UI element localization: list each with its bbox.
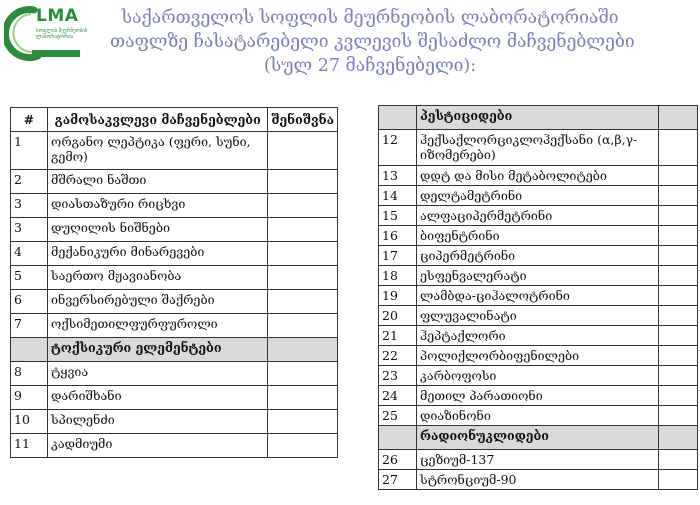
- table-row: [379, 246, 698, 266]
- table-row: [11, 266, 338, 290]
- row-indicator: ფლუვალინატი: [417, 306, 659, 326]
- title-line-2: თაფლზე ჩასატარებელი კვლევის შესაძლო მაჩვენებლები: [110, 32, 635, 52]
- logo-bar: [32, 50, 80, 57]
- row-indicator: ბიფენტრინი: [417, 226, 659, 246]
- row-number: 8: [11, 362, 48, 386]
- row-indicator: კარბოფოსი: [417, 366, 659, 386]
- row-number: 13: [379, 166, 417, 186]
- row-indicator: ინვერსირებული შაქრები: [48, 290, 268, 314]
- row-number: 14: [379, 186, 417, 206]
- row-number: 16: [379, 226, 417, 246]
- row-indicator: ოქსიმეთილფურფუროლი: [48, 314, 268, 338]
- row-number: 1: [11, 132, 48, 170]
- title-line-1: საქართველოს სოფლის მეურნეობის ლაბორატორიაში: [121, 8, 619, 28]
- row-note: [659, 326, 698, 346]
- row-number: 11: [11, 434, 48, 458]
- row-indicator: მექანიკური მინარევები: [48, 242, 268, 266]
- table-row: [379, 366, 698, 386]
- table-row: [379, 226, 698, 246]
- table-row: [11, 290, 338, 314]
- row-note: [268, 434, 338, 458]
- table-row: [11, 314, 338, 338]
- row-note: [268, 290, 338, 314]
- row-indicator: დელტამეტრინი: [417, 186, 659, 206]
- row-note: [659, 186, 698, 206]
- row-number: 5: [11, 266, 48, 290]
- page-title: [110, 6, 635, 78]
- row-note: [659, 366, 698, 386]
- row-number: 7: [11, 314, 48, 338]
- table-row: [379, 450, 698, 470]
- section-row: [379, 106, 698, 130]
- section-note: [659, 426, 698, 450]
- row-number: 3: [11, 194, 48, 218]
- section-title: პესტიციდები: [417, 106, 659, 130]
- table-row: [11, 170, 338, 194]
- row-indicator: ლამბდა-ციჰალოტრინი: [417, 286, 659, 306]
- section-number: [379, 106, 417, 130]
- section-note: [659, 106, 698, 130]
- row-number: 27: [379, 470, 417, 490]
- row-indicator: სპილენძი: [48, 410, 268, 434]
- logo-subtitle: [36, 28, 88, 40]
- row-note: [268, 266, 338, 290]
- row-note: [659, 246, 698, 266]
- row-indicator: პოლიქლორბიფენილები: [417, 346, 659, 366]
- column-header: გამოსაკვლევი მაჩვენებლები: [48, 108, 268, 132]
- logo-name: LMA: [36, 6, 79, 26]
- row-number: 17: [379, 246, 417, 266]
- row-indicator: დდტ და მისი მეტაბოლიტები: [417, 166, 659, 186]
- row-indicator: დიასთაზური რიცხვი: [48, 194, 268, 218]
- row-indicator: ჰექსაქლორციკლოჰექსანი (α,β,γ-იზომერები): [417, 130, 659, 166]
- row-indicator: მეთილ პარათიონი: [417, 386, 659, 406]
- row-note: [659, 470, 698, 490]
- table-row: [379, 206, 698, 226]
- table-row: [11, 386, 338, 410]
- row-note: [268, 170, 338, 194]
- row-indicator: საერთო მჟავიანობა: [48, 266, 268, 290]
- row-note: [659, 166, 698, 186]
- row-number: 26: [379, 450, 417, 470]
- row-note: [659, 386, 698, 406]
- row-note: [268, 132, 338, 170]
- row-note: [659, 406, 698, 426]
- row-indicator: დიაზინონი: [417, 406, 659, 426]
- row-note: [268, 386, 338, 410]
- row-number: 15: [379, 206, 417, 226]
- table-row: [11, 434, 338, 458]
- row-note: [659, 450, 698, 470]
- row-indicator: სტრონციუმ-90: [417, 470, 659, 490]
- row-indicator: ესფენვალერატი: [417, 266, 659, 286]
- row-note: [268, 362, 338, 386]
- table-row: [379, 406, 698, 426]
- row-note: [659, 130, 698, 166]
- row-number: 12: [379, 130, 417, 166]
- row-number: 25: [379, 406, 417, 426]
- section-number: [11, 338, 48, 362]
- table-row: [379, 266, 698, 286]
- table-row: [379, 130, 698, 166]
- section-title: ტოქსიკური ელემენტები: [48, 338, 268, 362]
- row-number: 9: [11, 386, 48, 410]
- row-number: 22: [379, 346, 417, 366]
- row-number: 24: [379, 386, 417, 406]
- column-header: #: [11, 108, 48, 132]
- indicators-table-right: [378, 105, 698, 490]
- table-row: [11, 362, 338, 386]
- section-number: [379, 426, 417, 450]
- row-note: [268, 242, 338, 266]
- table-row: [379, 306, 698, 326]
- row-indicator: ალფაციპერმეტრინი: [417, 206, 659, 226]
- row-indicator: კადმიუმი: [48, 434, 268, 458]
- row-number: 18: [379, 266, 417, 286]
- row-number: 2: [11, 170, 48, 194]
- row-note: [659, 346, 698, 366]
- table-row: [379, 166, 698, 186]
- row-indicator: ჰეპტაქლორი: [417, 326, 659, 346]
- logo-sub-line: ლაბორატორია: [36, 34, 74, 40]
- table-row: [379, 346, 698, 366]
- row-note: [659, 206, 698, 226]
- row-note: [659, 266, 698, 286]
- row-note: [659, 306, 698, 326]
- section-row: [11, 338, 338, 362]
- indicators-table-left: [10, 107, 338, 458]
- row-number: 21: [379, 326, 417, 346]
- row-number: 23: [379, 366, 417, 386]
- title-line-3: (სულ 27 მაჩვენებელი):: [263, 56, 477, 76]
- row-number: 4: [11, 242, 48, 266]
- logo-sub-line: სოფლის მეურნეობის: [36, 28, 88, 34]
- lma-logo: [4, 4, 88, 68]
- table-row: [11, 194, 338, 218]
- table-row: [11, 410, 338, 434]
- column-header: შენიშვნა: [268, 108, 338, 132]
- row-number: 6: [11, 290, 48, 314]
- row-note: [659, 286, 698, 306]
- section-note: [268, 338, 338, 362]
- row-number: 3: [11, 218, 48, 242]
- row-indicator: მშრალი ნაშთი: [48, 170, 268, 194]
- row-note: [268, 410, 338, 434]
- row-indicator: დარიშხანი: [48, 386, 268, 410]
- row-indicator: დუღილის ნიშნები: [48, 218, 268, 242]
- table-row: [11, 242, 338, 266]
- table-row: [379, 286, 698, 306]
- section-title: რადიონუკლიდები: [417, 426, 659, 450]
- row-note: [268, 314, 338, 338]
- row-note: [268, 194, 338, 218]
- table-row: [379, 186, 698, 206]
- row-number: 10: [11, 410, 48, 434]
- header-row: [11, 108, 338, 132]
- table-row: [379, 470, 698, 490]
- section-row: [379, 426, 698, 450]
- row-indicator: ტყვია: [48, 362, 268, 386]
- table-row: [11, 132, 338, 170]
- row-number: 19: [379, 286, 417, 306]
- row-indicator: ორგანო ლეპტიკა (ფერი, სუნი, გემო): [48, 132, 268, 170]
- table-row: [379, 386, 698, 406]
- row-number: 20: [379, 306, 417, 326]
- row-note: [268, 218, 338, 242]
- row-indicator: ცეზიუმ-137: [417, 450, 659, 470]
- row-note: [659, 226, 698, 246]
- table-row: [11, 218, 338, 242]
- table-row: [379, 326, 698, 346]
- row-indicator: ციპერმეტრინი: [417, 246, 659, 266]
